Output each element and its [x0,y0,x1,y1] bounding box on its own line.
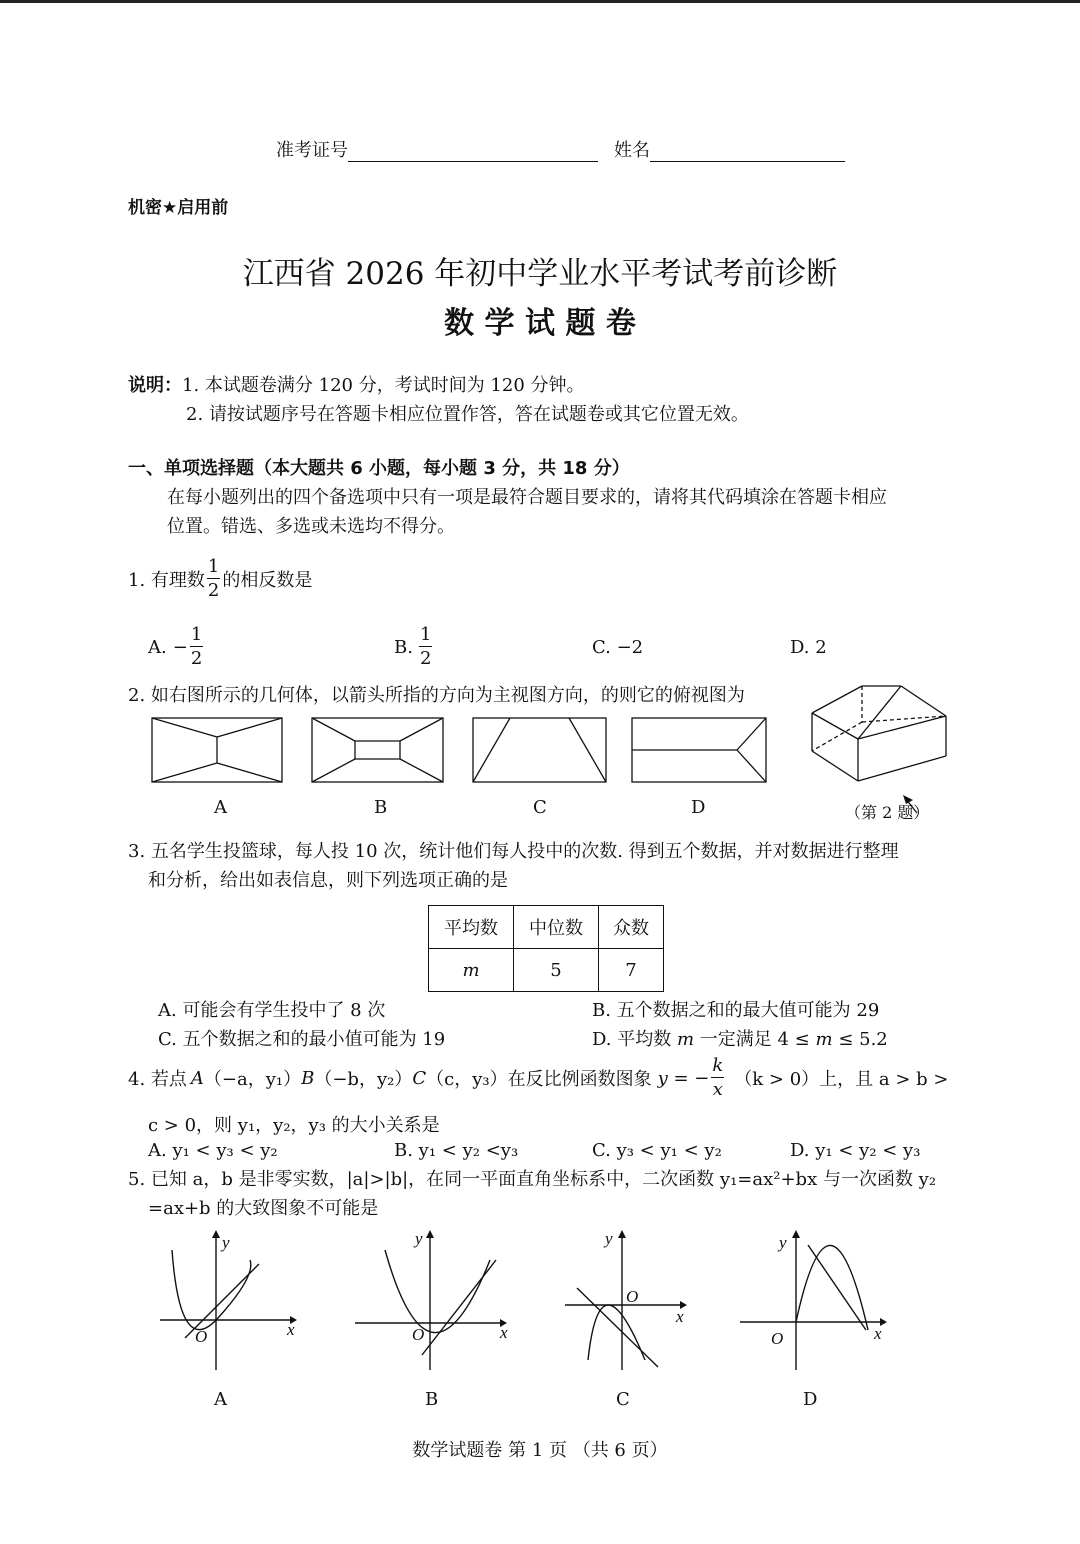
q3-option-a: A. 可能会有学生投中了 8 次 [158,1000,386,1021]
arrow-icon [618,1230,626,1238]
instructions-label: 说明： [128,375,182,396]
q2-label-d: D [691,797,706,818]
name-label: 姓名 [614,140,650,161]
q1-suffix: 的相反数是 [222,570,313,591]
origin-label: O [195,1327,208,1346]
minus-sign: − [172,636,188,658]
text: 在反比例函数图象 [507,1069,652,1090]
table-cell: 5 [514,949,599,992]
q3-stats-table [428,905,664,992]
q4-stem-line-1 [128,1057,949,1099]
q1-prefix: 1. 有理数 [128,570,205,591]
point-label: A [190,1067,204,1089]
fraction-denominator: 2 [207,580,220,601]
text: ≤ 5.2 [838,1029,888,1050]
text: 4. 若点 [128,1069,187,1090]
fraction-numerator: 1 [207,556,220,577]
q2-stem: 2. 如右图所示的几何体，以箭头所指的方向为主视图方向，的则它的俯视图为 [128,685,745,706]
page-footer: 数学试题卷 第 1 页 （共 6 页） [412,1440,668,1461]
fraction-numerator: k [712,1055,724,1076]
axis-label-x: x [676,1307,684,1326]
section-heading: 一、单项选择题（本大题共 6 小题，每小题 3 分，共 18 分） [128,458,630,479]
q5-graph-c [565,1238,680,1370]
q2-option-b-figure [312,718,443,782]
table-header: 中位数 [514,906,599,949]
table-header: 平均数 [429,906,514,949]
variable: m [815,1029,833,1050]
table-row [429,949,664,992]
axis-label-y: y [779,1233,787,1252]
q2-label-c: C [533,797,547,818]
axis-label-x: x [500,1323,508,1342]
q2-label-a: A [214,797,227,818]
q3-stem-line-1: 3. 五名学生投篮球，每人投 10 次，统计他们每人投中的次数. 得到五个数据，并对数据进行整理 [128,841,899,862]
option-label: A. [148,636,167,658]
equation: y = − [657,1067,710,1089]
axis-label-x: x [874,1324,882,1343]
q4-stem-line-2: c > 0，则 y₁，y₂，y₃ 的大小关系是 [148,1115,440,1136]
fraction-denominator: 2 [190,648,203,669]
instruction-item: 2. 请按试题序号在答题卡相应位置作答，答在试题卷或其它位置无效。 [186,404,749,425]
q4-option-d: D. y₁ < y₂ < y₃ [790,1140,921,1161]
axis-label-y: y [222,1233,230,1252]
table-header: 众数 [599,906,664,949]
arrow-icon [426,1230,434,1238]
q5-label-b: B [425,1389,439,1410]
q5-stem-line-2: =ax+b 的大致图象不可能是 [148,1198,379,1219]
origin-label: O [626,1287,639,1306]
point-coord: （−b，y₂） [314,1069,413,1090]
table-cell: m [429,949,514,992]
arrow-icon [212,1230,220,1238]
q3-option-d [592,1025,888,1051]
q5-label-d: D [803,1389,818,1410]
q4-option-c: C. y₃ < y₁ < y₂ [592,1140,722,1161]
q2-solid-figure [812,686,946,813]
point-label: C [412,1067,427,1089]
q1-option-d: D. 2 [790,637,827,658]
axis-label-x: x [287,1320,295,1339]
q5-label-c: C [616,1389,630,1410]
q4-option-b: B. y₁ < y₂ <y₃ [394,1140,519,1161]
origin-label: O [771,1329,784,1348]
fraction-numerator: 1 [190,624,203,645]
q5-graphs [0,1220,1080,1390]
q1-option-c: C. −2 [592,637,644,658]
q5-graph-b [355,1238,500,1370]
point-coord: （−a，y₁） [203,1069,302,1090]
origin-label: O [412,1325,425,1344]
point-label: B [301,1067,315,1089]
option-label: B. [394,636,413,658]
section-desc-line-1: 在每小题列出的四个备选项中只有一项是最符合题目要求的，请将其代码填涂在答题卡相应 [167,487,887,508]
table-cell: 7 [599,949,664,992]
q2-option-c-figure [473,718,606,782]
fraction-denominator: 2 [419,648,432,669]
q5-label-a: A [214,1389,227,1410]
q3-option-c: C. 五个数据之和的最小值可能为 19 [158,1029,446,1050]
fraction-numerator: 1 [419,624,432,645]
q2-caption: （第 2 题） [845,803,930,822]
q3-option-b: B. 五个数据之和的最大值可能为 29 [592,1000,880,1021]
q4-option-a: A. y₁ < y₃ < y₂ [148,1140,278,1161]
q2-option-d-figure [632,718,766,782]
section-desc-line-2: 位置。错选、多选或未选均不得分。 [167,516,455,537]
table-header-row [429,906,664,949]
point-coord: （c，y₃） [426,1069,508,1090]
instruction-item: 1. 本试题卷满分 120 分，考试时间为 120 分钟。 [182,375,585,396]
axis-label-y: y [605,1229,613,1248]
exam-id-label: 准考证号 [276,140,348,161]
fraction-denominator: x [712,1079,723,1100]
text: D. 平均数 [592,1029,672,1050]
q5-graph-a [160,1238,290,1370]
equation-fraction [711,1057,724,1099]
axis-label-y: y [415,1229,423,1248]
q3-stem-line-2: 和分析，给出如表信息，则下列选项正确的是 [148,870,508,891]
q5-stem-line-1: 5. 已知 a，b 是非零实数，|a|>|b|，在同一平面直角坐标系中，二次函数 y₁=ax²+bx 与一次函数 y₂ [128,1169,937,1190]
secret-mark: 机密★启用前 [128,198,229,218]
q5-graph-d [740,1238,880,1370]
text: 一定满足 4 ≤ [699,1029,810,1050]
page-subtitle: 数 学 试 题 卷 [444,306,636,341]
arrow-icon [792,1230,800,1238]
page-title: 江西省 2026 年初中学业水平考试考前诊断 [242,256,838,292]
q2-label-b: B [374,797,388,818]
q2-option-a-figure [152,718,282,782]
variable: m [676,1029,695,1050]
condition: （k > 0）上，且 a > b > [734,1069,949,1090]
